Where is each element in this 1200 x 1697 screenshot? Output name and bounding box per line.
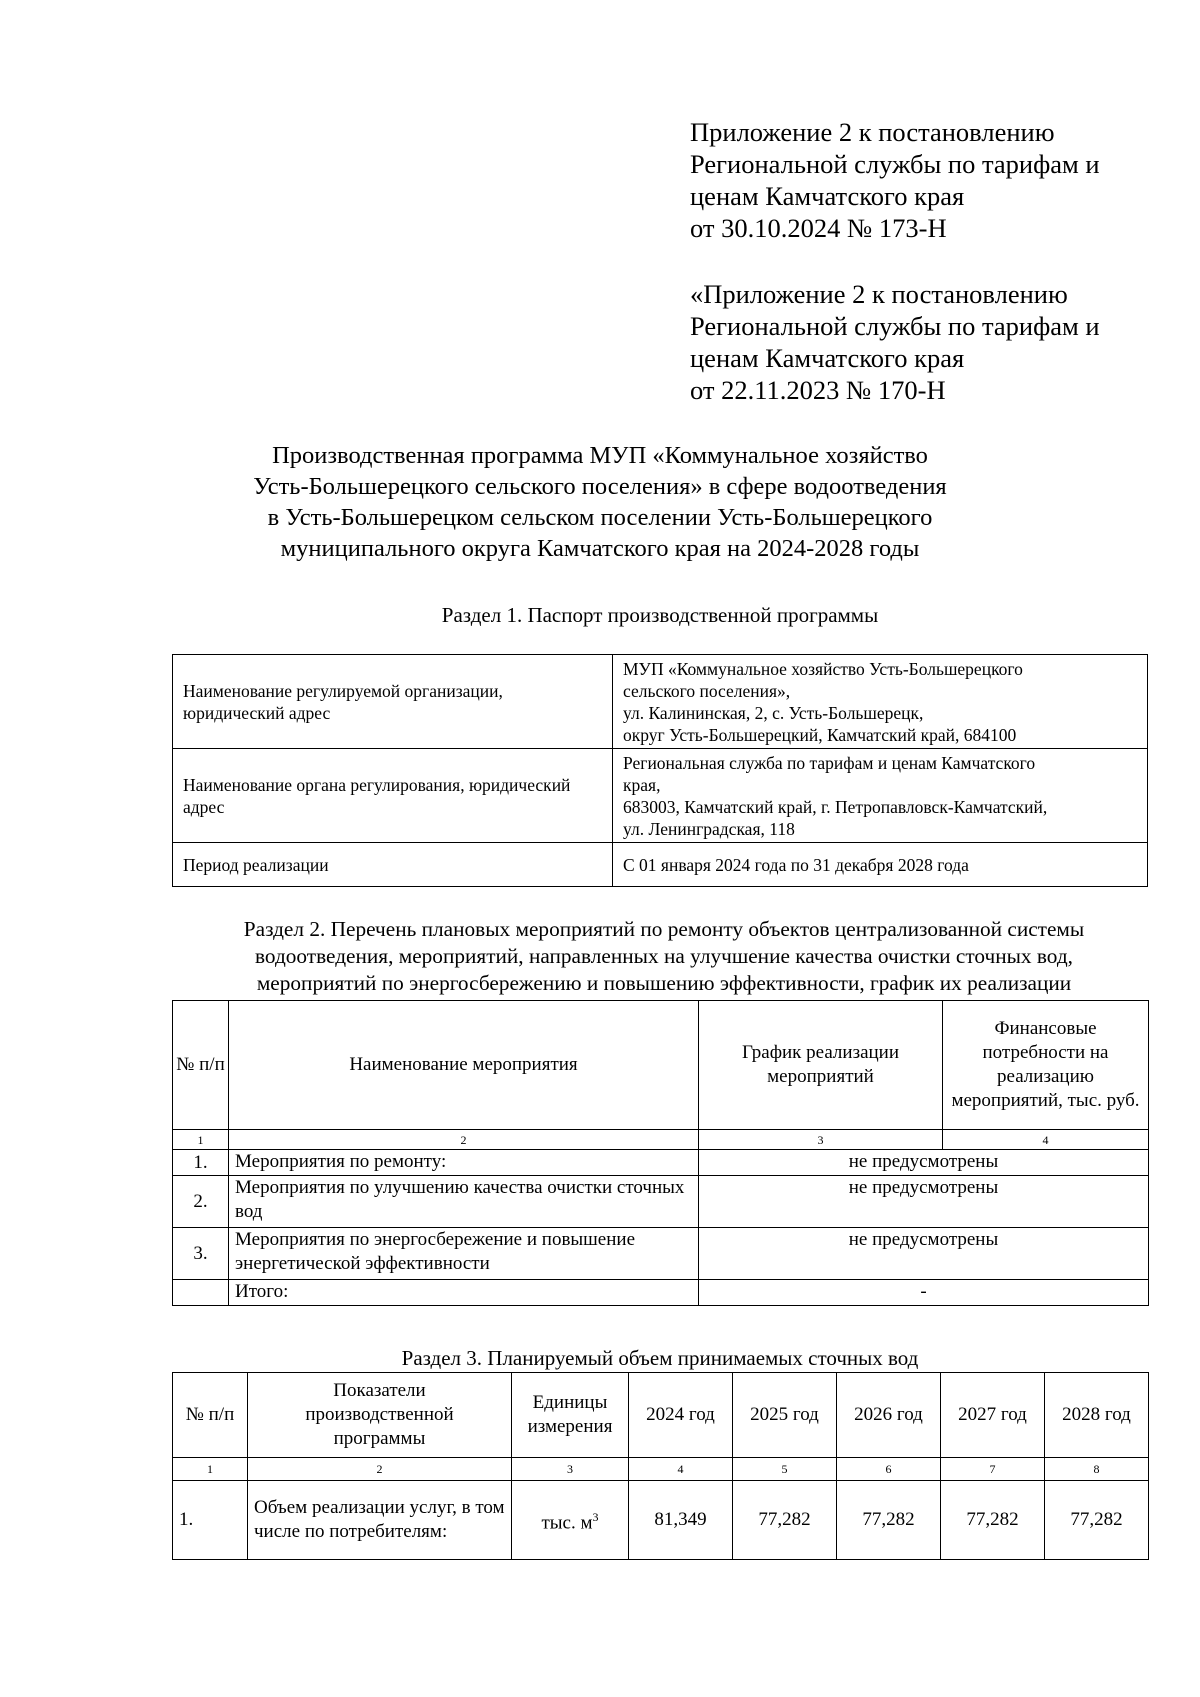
title-line: Усть-Большерецкого сельского поселения» в сфере водоотведения bbox=[253, 473, 947, 500]
table-row bbox=[173, 1228, 1149, 1280]
col-header: № п/п bbox=[173, 1373, 248, 1458]
value-line: ул. Ленинградская, 118 bbox=[623, 818, 795, 839]
title-line: Раздел 2. Перечень плановых мероприятий по ремонту объектов централизованной системы bbox=[243, 917, 1085, 941]
value-2028: 77,282 bbox=[1045, 1481, 1149, 1560]
table-row bbox=[173, 1481, 1149, 1560]
appendix-line: ценам Камчатского края bbox=[690, 181, 965, 211]
value-2024: 81,349 bbox=[629, 1481, 733, 1560]
row-number: 1. bbox=[173, 1150, 229, 1176]
table-row bbox=[173, 1176, 1149, 1228]
measure-value: не предусмотрены bbox=[699, 1176, 1149, 1228]
volume-table bbox=[172, 1372, 1149, 1560]
appendix-line: от 30.10.2024 № 173-Н bbox=[690, 213, 947, 243]
column-number: 5 bbox=[733, 1458, 837, 1481]
column-number: 6 bbox=[837, 1458, 941, 1481]
row-number: 3. bbox=[173, 1228, 229, 1280]
value-line: 683003, Камчатский край, г. Петропавловск-Камчатский, bbox=[623, 796, 1048, 817]
unit-label: тыс. м bbox=[541, 1512, 593, 1534]
value-line: Региональная служба по тарифам и ценам Камчатского bbox=[623, 752, 1036, 773]
table-header-row bbox=[173, 1001, 1149, 1130]
passport-value bbox=[613, 655, 1148, 749]
measure-name: Мероприятия по улучшению качества очистки сточных вод bbox=[229, 1176, 699, 1228]
document-title bbox=[150, 440, 1050, 564]
appendix-line: Региональной службы по тарифам и bbox=[690, 311, 1100, 341]
column-number: 3 bbox=[512, 1458, 629, 1481]
column-number: 3 bbox=[699, 1130, 943, 1150]
title-line: мероприятий по энергосбережению и повышению эффективности, график их реализации bbox=[256, 971, 1072, 995]
column-number: 7 bbox=[941, 1458, 1045, 1481]
table-row bbox=[173, 843, 1148, 887]
appendix-line: от 22.11.2023 № 170-Н bbox=[690, 375, 946, 405]
appendix-header bbox=[690, 116, 1100, 244]
title-line: Производственная программа МУП «Коммунальное хозяйство bbox=[272, 442, 928, 469]
passport-value bbox=[613, 749, 1148, 843]
appendix-line: Региональной службы по тарифам и bbox=[690, 149, 1100, 179]
passport-value bbox=[613, 843, 1148, 887]
row-number: 2. bbox=[173, 1176, 229, 1228]
row-number: 1. bbox=[173, 1481, 248, 1560]
value-line: края, bbox=[623, 774, 661, 795]
section3-title: Раздел 3. Планируемый объем принимаемых сточных вод bbox=[401, 1346, 919, 1370]
appendix-line: «Приложение 2 к постановлению bbox=[690, 279, 1068, 309]
col-header: Показатели производственной программы bbox=[248, 1373, 512, 1458]
title-line: водоотведения, мероприятий, направленных на улучшение качества очистки сточных вод, bbox=[255, 944, 1073, 968]
column-number: 2 bbox=[229, 1130, 699, 1150]
value-line: МУП «Коммунальное хозяйство Усть-Большерецкого bbox=[623, 658, 1023, 679]
col-header: Единицы измерения bbox=[512, 1373, 629, 1458]
measure-name: Мероприятия по энергосбережение и повышение энергетической эффективности bbox=[229, 1228, 699, 1280]
measure-value: не предусмотрены bbox=[699, 1228, 1149, 1280]
row-number bbox=[173, 1280, 229, 1306]
value-2025: 77,282 bbox=[733, 1481, 837, 1560]
col-header: Финансовые потребности на реализацию мероприятий, тыс. руб. bbox=[943, 1001, 1149, 1130]
measures-table bbox=[172, 1000, 1149, 1306]
unit-cell bbox=[512, 1481, 629, 1560]
section2-title bbox=[168, 916, 1160, 997]
passport-table bbox=[172, 654, 1148, 887]
column-number-row bbox=[173, 1458, 1149, 1481]
appendix-header-previous bbox=[690, 278, 1100, 406]
appendix-line: ценам Камчатского края bbox=[690, 343, 965, 373]
table-row-total bbox=[173, 1280, 1149, 1306]
measure-value: - bbox=[699, 1280, 1149, 1306]
measure-name: Мероприятия по ремонту: bbox=[229, 1150, 699, 1176]
table-row bbox=[173, 655, 1148, 749]
column-number-row bbox=[173, 1130, 1149, 1150]
appendix-line: Приложение 2 к постановлению bbox=[690, 117, 1055, 147]
col-header: 2027 год bbox=[941, 1373, 1045, 1458]
passport-label: Период реализации bbox=[173, 843, 613, 887]
column-number: 4 bbox=[943, 1130, 1149, 1150]
column-number: 2 bbox=[248, 1458, 512, 1481]
title-line: в Усть-Большерецком сельском поселении Усть-Большерецкого bbox=[267, 504, 933, 531]
title-line: муниципального округа Камчатского края на 2024-2028 годы bbox=[280, 535, 920, 562]
table-row bbox=[173, 749, 1148, 843]
col-header: 2025 год bbox=[733, 1373, 837, 1458]
column-number: 1 bbox=[173, 1458, 248, 1481]
col-header: 2024 год bbox=[629, 1373, 733, 1458]
value-line: сельского поселения», bbox=[623, 680, 791, 701]
column-number: 1 bbox=[173, 1130, 229, 1150]
measure-name: Итого: bbox=[229, 1280, 699, 1306]
value-line: округ Усть-Большерецкий, Камчатский край, 684100 bbox=[623, 724, 1017, 745]
col-header: 2028 год bbox=[1045, 1373, 1149, 1458]
value-2026: 77,282 bbox=[837, 1481, 941, 1560]
table-row bbox=[173, 1150, 1149, 1176]
unit-exponent: 3 bbox=[592, 1509, 599, 1524]
col-header: Наименование мероприятия bbox=[229, 1001, 699, 1130]
column-number: 8 bbox=[1045, 1458, 1149, 1481]
col-header: График реализации мероприятий bbox=[699, 1001, 943, 1130]
col-header: 2026 год bbox=[837, 1373, 941, 1458]
indicator-name: Объем реализации услуг, в том числе по потребителям: bbox=[248, 1481, 512, 1560]
passport-label: Наименование органа регулирования, юридический адрес bbox=[173, 749, 613, 843]
section1-title: Раздел 1. Паспорт производственной программы bbox=[441, 603, 879, 627]
measure-value: не предусмотрены bbox=[699, 1150, 1149, 1176]
value-line: ул. Калининская, 2, с. Усть-Большерецк, bbox=[623, 702, 924, 723]
value-2027: 77,282 bbox=[941, 1481, 1045, 1560]
passport-label: Наименование регулируемой организации, юридический адрес bbox=[173, 655, 613, 749]
table-header-row bbox=[173, 1373, 1149, 1458]
col-header: № п/п bbox=[173, 1001, 229, 1130]
column-number: 4 bbox=[629, 1458, 733, 1481]
value-line: С 01 января 2024 года по 31 декабря 2028 года bbox=[623, 854, 969, 875]
